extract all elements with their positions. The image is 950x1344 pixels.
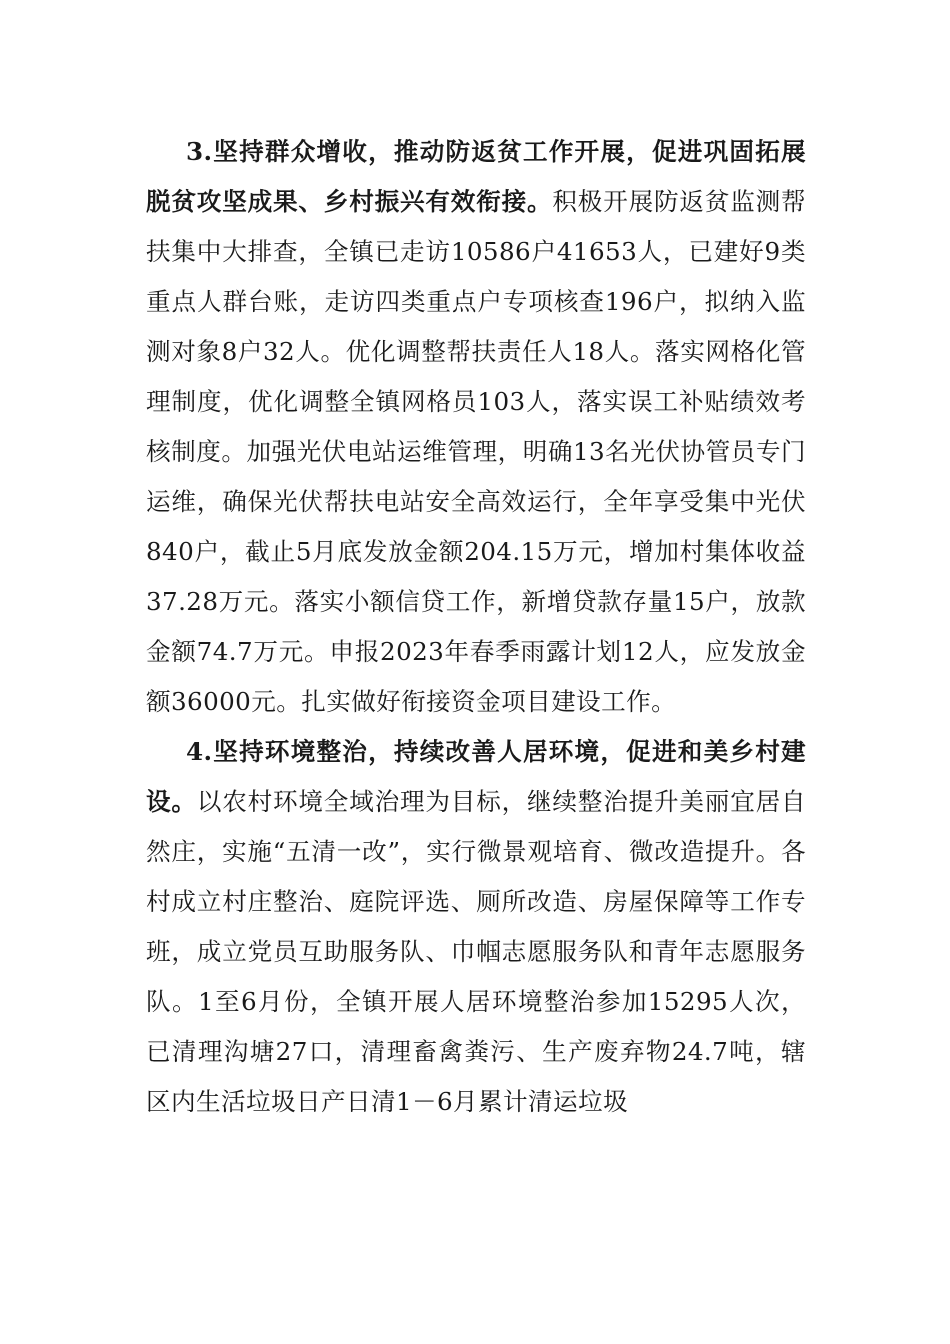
paragraph-3 (146, 127, 806, 727)
paragraph-4-body: 以农村环境全域治理为目标，继续整治提升美丽宜居自然庄，实施“五清一改”，实行微景观培育、微改造提升。各村成立村庄整治、庭院评选、厕所改造、房屋保障等工作专班，成立党员互助服务队、巾帼志愿服务队和青年志愿服务队。1至6月份，全镇开展人居环境整治参加15295人次，已清理沟塘27口，清理畜禽粪污、生产废弃物24.7吨，辖区内生活垃圾日产日清1－6月累计清运垃圾 (146, 787, 806, 1116)
paragraph-3-heading: 3.坚持群众增收，推动防返贫工作开展，促进巩固拓展脱贫攻坚成果、乡村振兴有效衔接。 (146, 137, 806, 216)
paragraph-3-body: 积极开展防返贫监测帮扶集中大排查，全镇已走访10586户41653人，已建好9类重点人群台账，走访四类重点户专项核查196户，拟纳入监测对象8户32人。优化调整帮扶责任人18人。落实网格化管理制度，优化调整全镇网格员103人，落实误工补贴绩效考核制度。加强光伏电站运维管理，明确13名光伏协管员专门运维，确保光伏帮扶电站安全高效运行，全年享受集中光伏840户，截止5月底发放金额204.15万元，增加村集体收益37.28万元。落实小额信贷工作，新增贷款存量15户，放款金额74.7万元。申报2023年春季雨露计划12人，应发放金额36000元。扎实做好衔接资金项目建设工作。 (146, 187, 806, 716)
paragraph-4 (146, 727, 806, 1127)
paragraph-4-heading: 4.坚持环境整治，持续改善人居环境，促进和美乡村建设。 (146, 737, 806, 816)
document-page (146, 127, 806, 1127)
